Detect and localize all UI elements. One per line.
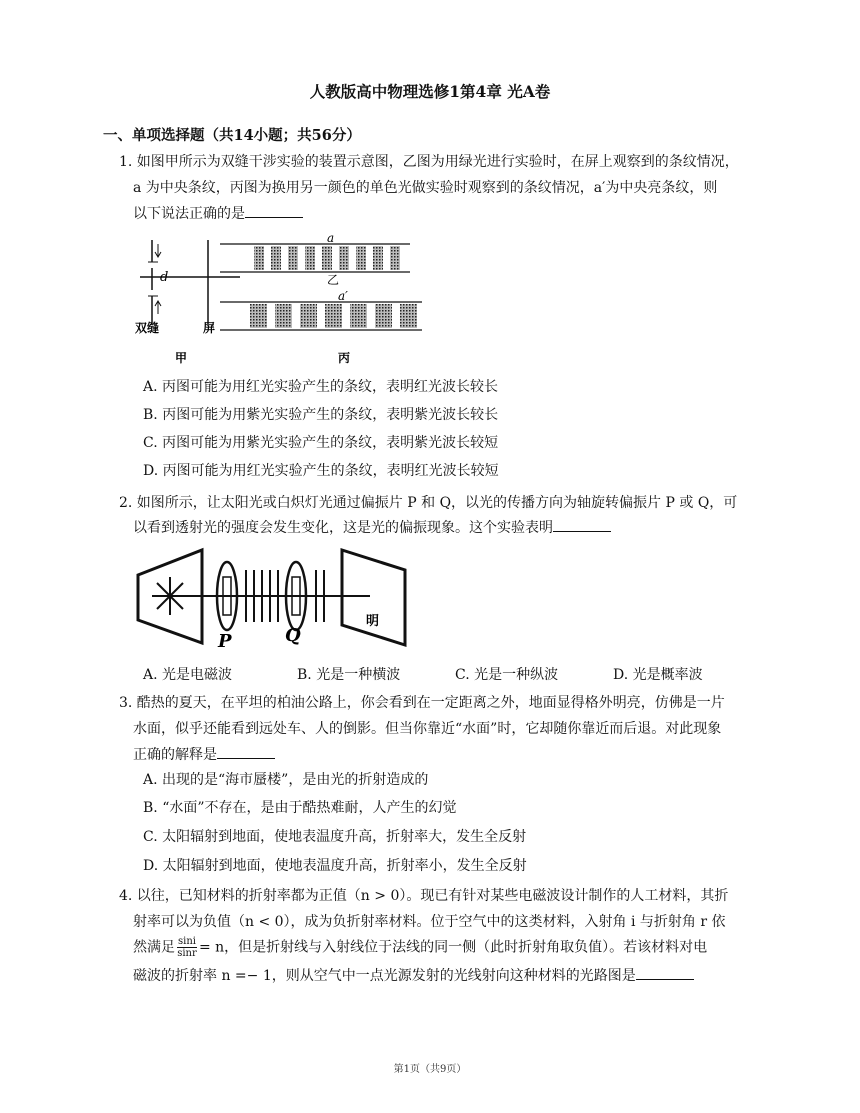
document-title: 人教版高中物理选修1第4章 光A卷 — [309, 82, 551, 101]
q3-line-2: 水面，似乎还能看到远处车、人的倒影。但当你靠近“水面”时，它却随你靠近而后退。对此现象 — [133, 721, 722, 737]
q4-line-1: 4. 以往，已知材料的折射率都为正值（n > 0）。现已有针对某些电磁波设计制作的人工材料，其折 — [119, 888, 729, 904]
q3-line-3: 正确的解释是 — [133, 747, 217, 763]
q1-line-1: 1. 如图甲所示为双缝干涉实验的装置示意图，乙图为用绿光进行实验时，在屏上观察到的条纹情况， — [119, 154, 739, 170]
q3-option-d[interactable]: D. 太阳辐射到地面，使地表温度升高，折射率小，发生全反射 — [143, 858, 527, 874]
label-a: a — [327, 231, 335, 245]
label-p: P — [218, 631, 232, 652]
label-a-prime: a′ — [338, 289, 348, 303]
page-footer: 第1页（共9页） — [393, 1064, 467, 1075]
q3-answer-blank[interactable] — [217, 746, 275, 759]
q3-option-c[interactable]: C. 太阳辐射到地面，使地表温度升高，折射率大，发生全反射 — [143, 829, 527, 845]
q1-option-c[interactable]: C. 丙图可能为用紫光实验产生的条纹，表明紫光波长较短 — [143, 435, 499, 451]
label-ming: 明 — [366, 614, 380, 629]
double-slit-diagram — [140, 240, 240, 324]
q3-option-a[interactable]: A. 出现的是“海市蜃楼”，是由光的折射造成的 — [143, 772, 429, 788]
q2-line-2: 以看到透射光的强度会发生变化，这是光的偏振现象。这个实验表明 — [133, 520, 553, 536]
q1-line-3-wrap — [133, 204, 303, 224]
q2-option-b[interactable]: B. 光是一种横波 — [297, 667, 401, 683]
q2-line-1: 2. 如图所示，让太阳光或白炽灯光通过偏振片 P 和 Q，以光的传播方向为轴旋转偏振片 P 或 Q，可 — [119, 495, 738, 511]
label-screen: 屏 — [203, 321, 216, 335]
q3-line-3-wrap — [133, 745, 275, 765]
q2-option-a[interactable]: A. 光是电磁波 — [143, 667, 233, 683]
q4-line-3 — [133, 936, 707, 959]
q4-line-3a: 然满足 — [133, 939, 175, 956]
q2-answer-blank[interactable] — [553, 519, 611, 532]
label-double-slit: 双缝 — [135, 321, 160, 335]
fringes-bing — [220, 302, 422, 330]
q4-line-4: 磁波的折射率 n =− 1，则从空气中一点光源发射的光线射向这种材料的光路图是 — [133, 968, 636, 984]
q1-option-d[interactable]: D. 丙图可能为用红光实验产生的条纹，表明红光波长较短 — [143, 463, 499, 479]
q1-option-a[interactable]: A. 丙图可能为用红光实验产生的条纹，表明红光波长较长 — [143, 379, 499, 395]
q2-figure — [130, 545, 420, 657]
q3-line-1: 3. 酷热的夏天，在平坦的柏油公路上，你会看到在一定距离之外，地面显得格外明亮，仿佛是一片 — [119, 695, 725, 711]
section-heading: 一、单项选择题（共14小题；共56分） — [103, 127, 361, 144]
fringes-yi — [220, 244, 410, 272]
label-jia: 甲 — [175, 351, 188, 365]
q2-line-2-wrap — [133, 518, 611, 538]
q2-option-c[interactable]: C. 光是一种纵波 — [455, 667, 559, 683]
q1-option-b[interactable]: B. 丙图可能为用紫光实验产生的条纹，表明紫光波长较长 — [143, 407, 499, 423]
fraction-numerator: sini — [178, 936, 196, 947]
q4-answer-blank[interactable] — [636, 967, 694, 980]
q4-line-3b: = n，但是折射线与入射线位于法线的同一侧（此时折射角取负值）。若该材料对电 — [198, 939, 708, 956]
q1-line-3: 以下说法正确的是 — [133, 206, 245, 222]
fraction-denominator: sinr — [177, 948, 197, 959]
q4-line-2: 射率可以为负值（n < 0），成为负折射率材料。位于空气中的这类材料，入射角 i 与折射角 r 依 — [133, 914, 726, 930]
sin-ratio-fraction — [177, 936, 197, 959]
q3-option-b[interactable]: B. “水面”不存在，是由于酷热难耐，人产生的幻觉 — [143, 800, 457, 816]
label-bing: 丙 — [338, 351, 351, 365]
q1-answer-blank[interactable] — [245, 205, 303, 218]
q2-option-d[interactable]: D. 光是概率波 — [613, 667, 703, 683]
label-q: Q — [285, 625, 301, 646]
q1-line-2: a 为中央条纹，丙图为换用另一颜色的单色光做实验时观察到的条纹情况，a′为中央亮条纹，则 — [133, 180, 718, 196]
q1-figure — [130, 232, 550, 372]
label-d: d — [160, 270, 169, 285]
q4-line-4-wrap — [133, 966, 694, 986]
label-yi: 乙 — [327, 273, 340, 287]
